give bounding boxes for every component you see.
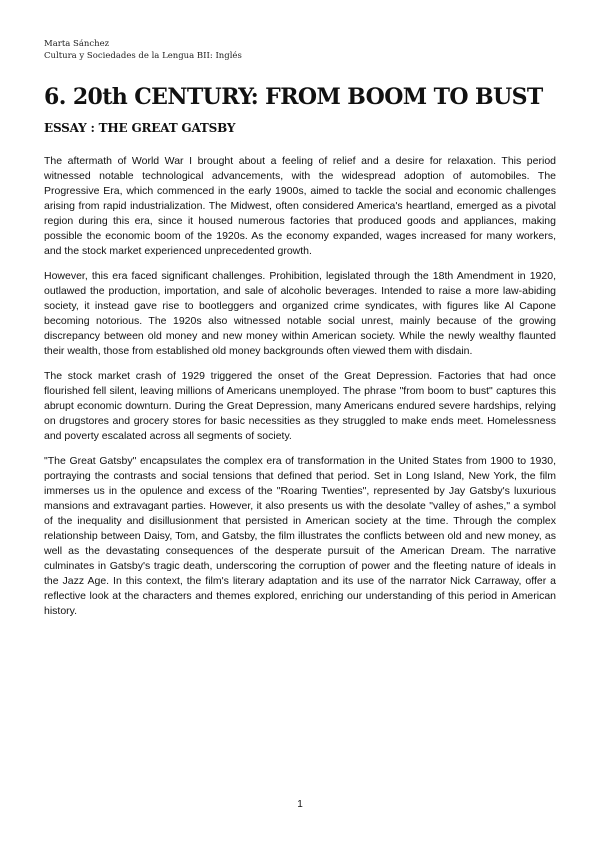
page-title: 6. 20th CENTURY: FROM BOOM TO BUST (44, 84, 543, 110)
essay-body (44, 154, 556, 619)
paragraph-3: The stock market crash of 1929 triggered the onset of the Great Depression. Factories that had once flourished fell silent, leaving millions of Americans unemployed. The phrase "from boom to bust" captures this abrupt economic downturn. During the Great Depression, many Americans endured severe hardships, relying on drugstores and grocery stores for basic necessities as they struggled to make ends meet. Homelessness and poverty escalated across all segments of society. (44, 370, 556, 442)
header-author: Marta Sánchez (44, 39, 110, 49)
paragraph-2: However, this era faced significant challenges. Prohibition, legislated through the 18th Amendment in 1920, outlawed the production, importation, and sale of alcoholic beverages. Intended to raise a more law-abiding society, it instead gave rise to bootleggers and organized crime syndicates, with figures like Al Capone becoming notorious. The 1920s also witnessed notable social unrest, mainly because of the growing discrepancy between old money and new money within American society. While the newly wealthy flaunted their wealth, those from established old money backgrounds often viewed them with disdain. (44, 270, 556, 357)
paragraph-1: The aftermath of World War I brought about a feeling of relief and a desire for relaxation. This period witnessed notable technological advancements, with the widespread adoption of automobiles. The Progressive Era, which commenced in the early 1900s, aimed to tackle the social and economic challenges arising from rapid industrialization. The Midwest, often considered America's heartland, emerged as a pivotal region during this era, since it housed numerous factories that produced goods and appliances, making possible the economic boom of the 1920s. As the economy expanded, wages increased for many workers, and the stock market experienced unprecedented growth. (44, 155, 556, 257)
page-number: 1 (297, 799, 303, 810)
document-page (44, 38, 556, 629)
essay-subtitle: ESSAY : THE GREAT GATSBY (44, 121, 236, 135)
paragraph-4: "The Great Gatsby" encapsulates the complex era of transformation in the United States from 1900 to 1930, portraying the contrasts and social tensions that defined that period. Set in Long Island, New York, the film immerses us in the opulence and excess of the "Roaring Twenties", represented by Jay Gatsby's luxurious mansions and extravagant parties. However, it also presents us with the desolate "valley of ashes," a symbol of the inequality and disillusionment that persisted in American society at the time. Through the complex relationship between Daisy, Tom, and Gatsby, the film illustrates the conflicts between old and new money, as well as the devastating consequences of the desperate pursuit of the American Dream. The narrative culminates in Gatsby's tragic death, underscoring the corruption of power and the fleeting nature of ideals in the Jazz Age. In this context, the film's literary adaptation and its use of the narrator Nick Carraway, offer a reflective look at the characters and themes explored, enriching our understanding of this period in American history. (44, 455, 556, 617)
header-course: Cultura y Sociedades de la Lengua BII: Inglés (44, 51, 242, 61)
